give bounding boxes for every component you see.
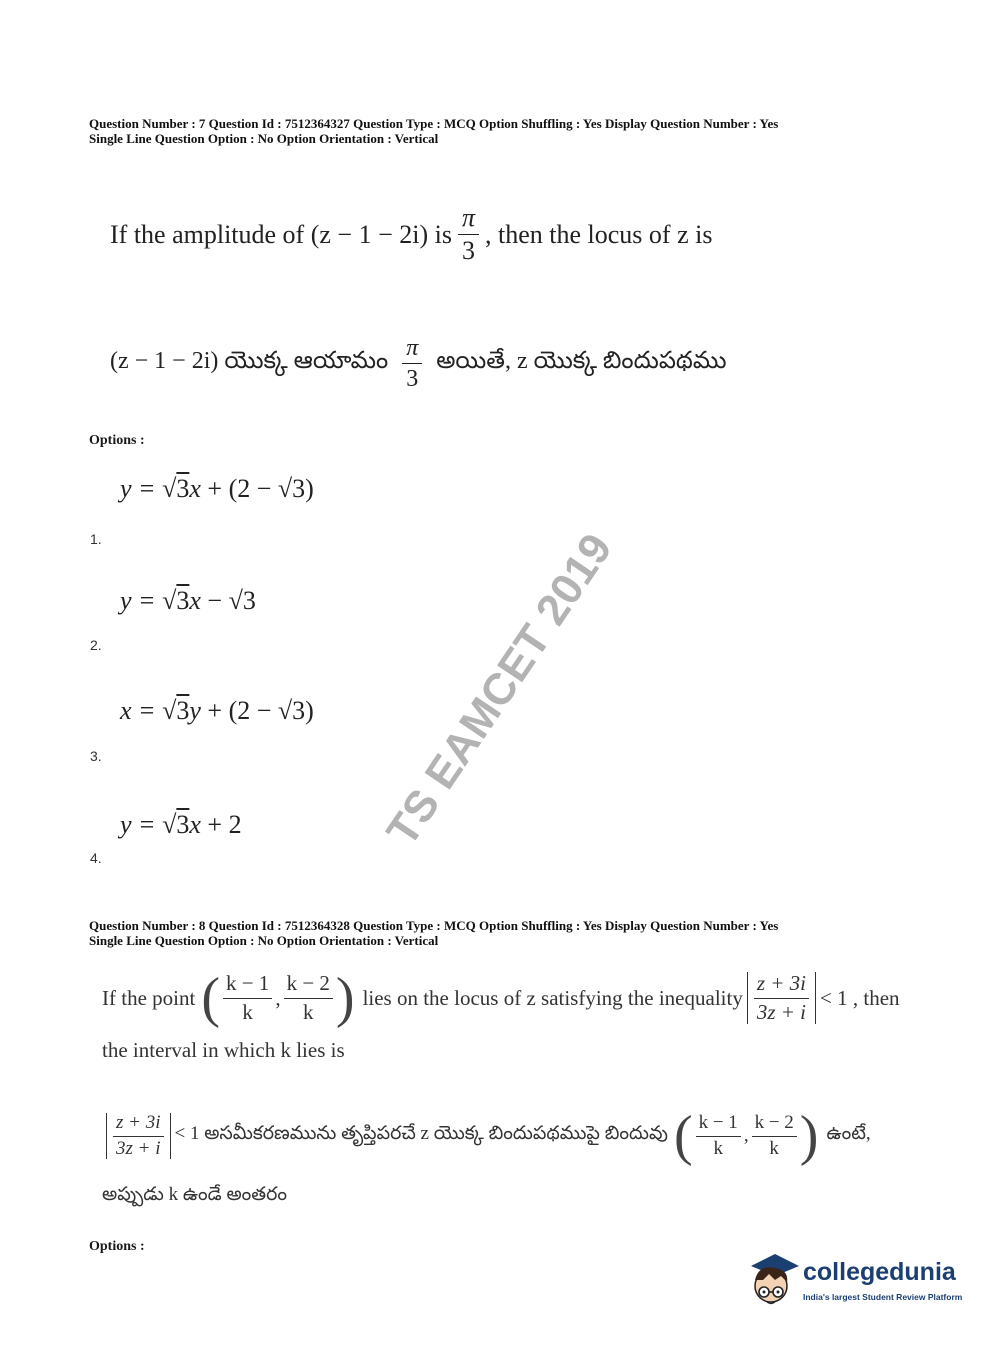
sqrt-icon: √	[162, 474, 177, 503]
q7-option-3-equation[interactable]	[120, 696, 314, 726]
watermark: TS EAMCET 2019	[377, 524, 622, 855]
q8-options-label: Options :	[89, 1239, 145, 1254]
q8-te-point-frac-1	[696, 1113, 741, 1160]
q7-meta-line2: Single Line Question Option : No Option Orientation : Vertical	[89, 131, 439, 146]
q8-te-line2: అప్పుడు k ఉండే అంతరం	[102, 1184, 287, 1205]
open-paren-icon: (	[201, 967, 220, 1029]
q8-te-point-num-1: k − 1	[696, 1113, 741, 1137]
q7-question-telugu	[110, 336, 727, 391]
q7-option-2-lhs: y =	[120, 586, 163, 615]
q7-frac-num: π	[458, 205, 479, 235]
q7-question-english	[110, 205, 712, 264]
q7-option-1-sqrt: 3	[176, 474, 190, 503]
collegedunia-logo[interactable]	[745, 1252, 975, 1312]
q8-point-num-1: k − 1	[223, 972, 272, 998]
close-paren-icon: )	[335, 967, 355, 1029]
q7-english-before: If the amplitude of (z − 1 − 2i) is	[110, 219, 452, 249]
q8-te-abs-fraction	[106, 1113, 171, 1160]
q7-english-after: , then the locus of z is	[485, 219, 713, 249]
q8-en-part1: If the point	[102, 985, 196, 1010]
q8-te-part2: ఉంటే,	[826, 1123, 871, 1144]
q8-te-ineq-frac	[113, 1113, 164, 1160]
q8-te-part1: < 1 అసమీకరణమును తృప్తిపరచే z యొక్క బిందుపథముపై బిందువు	[174, 1123, 668, 1144]
sqrt-icon: √	[162, 586, 177, 615]
q8-point-frac-2	[284, 972, 333, 1023]
q8-ineq-frac	[754, 972, 809, 1023]
q7-option-4-var: x	[189, 810, 201, 839]
q8-en-part2: lies on the locus of z satisfying the inequality	[362, 985, 743, 1010]
logo-name: collegedunia	[803, 1258, 956, 1286]
q7-option-4-lhs: y =	[120, 810, 163, 839]
q8-point-den-1: k	[242, 999, 253, 1024]
q7-option-3-rest: + (2 − √3)	[200, 696, 314, 725]
q8-meta-line1: Question Number : 8 Question Id : 7512364328 Question Type : MCQ Option Shuffling : Yes Display Question Number : Yes	[89, 918, 779, 933]
q7-option-2-sqrt: 3	[176, 586, 190, 615]
q8-point-num-2: k − 2	[284, 972, 333, 998]
q7-meta-line1: Question Number : 7 Question Id : 7512364327 Question Type : MCQ Option Shuffling : Yes Display Question Number : Yes	[89, 116, 779, 131]
q8-te-point-frac-2	[752, 1113, 797, 1160]
q7-telugu-frac-den: 3	[406, 366, 419, 392]
q7-option-1-number: 1.	[90, 531, 102, 547]
q8-te-point-den-1: k	[713, 1137, 723, 1159]
q7-option-2-rest: − √3	[200, 586, 256, 615]
q7-option-2-number: 2.	[90, 637, 102, 653]
q8-en-line2: the interval in which k lies is	[102, 1038, 345, 1062]
q7-option-2-equation[interactable]	[120, 586, 256, 616]
q8-meta	[89, 918, 949, 948]
q7-telugu-before: (z − 1 − 2i) యొక్క ఆయామం	[110, 348, 389, 374]
q8-te-point-den-2: k	[769, 1137, 779, 1159]
sqrt-icon: √	[162, 696, 177, 725]
comma-icon: ,	[275, 985, 281, 1010]
q7-option-1-rest: + (2 − √3)	[200, 474, 314, 503]
mascot-icon	[745, 1252, 801, 1314]
q8-ineq-den: 3z + i	[756, 999, 807, 1024]
q7-option-1-var: x	[189, 474, 201, 503]
comma-icon: ,	[743, 1125, 749, 1146]
q7-option-1-lhs: y =	[120, 474, 163, 503]
q7-fraction	[458, 205, 479, 264]
q8-te-ineq-num: z + 3i	[113, 1113, 164, 1137]
q7-telugu-after: అయితే, z యొక్క బిందుపథము	[436, 348, 727, 374]
q7-option-4-rest: + 2	[200, 810, 242, 839]
q8-point-den-2: k	[302, 999, 314, 1024]
q7-option-3-number: 3.	[90, 748, 102, 764]
q7-telugu-frac-num: π	[402, 336, 422, 364]
q8-ineq-num: z + 3i	[754, 972, 809, 998]
q8-meta-line2: Single Line Question Option : No Option Orientation : Vertical	[89, 933, 439, 948]
q8-question-english	[102, 967, 900, 1029]
q7-meta	[89, 116, 949, 146]
q7-options-label: Options :	[89, 433, 145, 448]
q8-en-part3: < 1 , then	[820, 985, 900, 1010]
q7-telugu-fraction	[402, 336, 422, 391]
q7-option-2-var: x	[189, 586, 201, 615]
q8-te-ineq-den: 3z + i	[116, 1137, 161, 1159]
q7-option-3-lhs: x =	[120, 696, 163, 725]
q7-option-3-sqrt: 3	[176, 696, 190, 725]
close-paren-icon: )	[799, 1105, 819, 1167]
open-paren-icon: (	[673, 1105, 693, 1167]
q7-option-4-equation[interactable]	[120, 810, 242, 840]
sqrt-icon: √	[162, 810, 177, 839]
q7-option-4-number: 4.	[90, 850, 102, 866]
q8-point-frac-1	[223, 972, 272, 1023]
q8-question-telugu	[102, 1105, 871, 1167]
q7-frac-den: 3	[461, 236, 475, 265]
q7-option-3-var: y	[189, 696, 201, 725]
logo-tagline: India's largest Student Review Platform	[803, 1292, 963, 1302]
q7-option-1-equation[interactable]	[120, 474, 314, 504]
q7-option-4-sqrt: 3	[176, 810, 190, 839]
q8-te-point-num-2: k − 2	[752, 1113, 797, 1137]
q8-abs-fraction	[747, 972, 816, 1023]
